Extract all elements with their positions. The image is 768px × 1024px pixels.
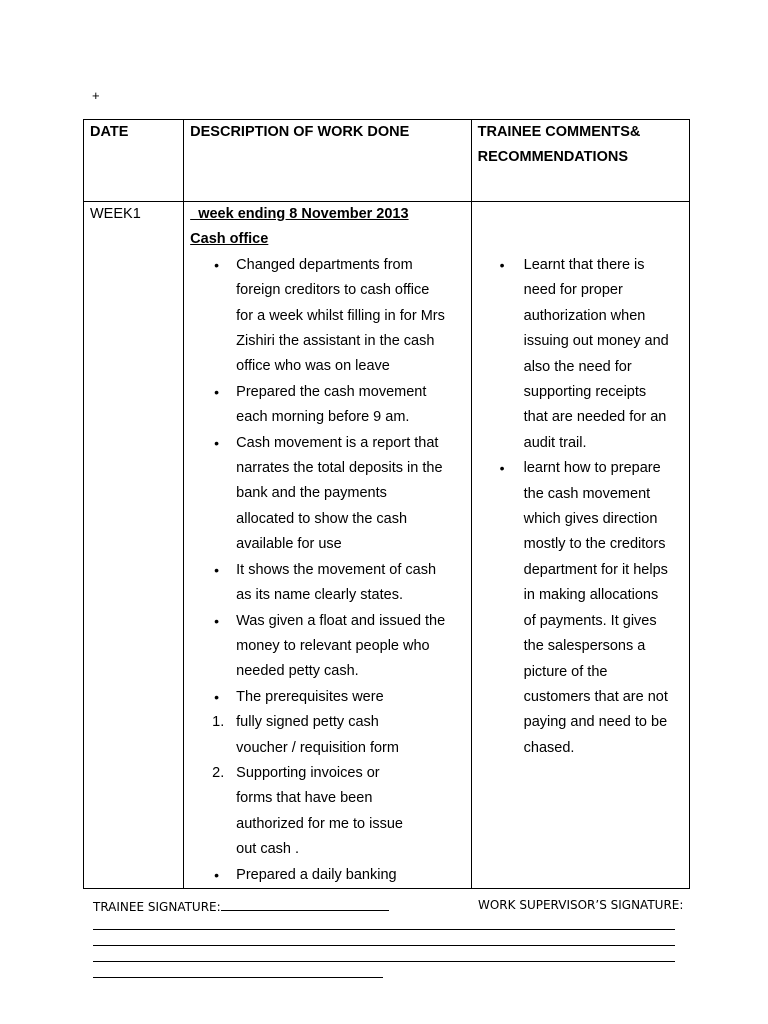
text-line: • Cash movement is a report that <box>236 434 439 451</box>
description-cell <box>184 202 471 889</box>
text-line: in making allocations <box>523 587 659 604</box>
text-line: department for it helps <box>523 561 668 578</box>
text-line: • Learnt that there is <box>523 257 645 273</box>
text-line: of payments. It gives <box>523 612 657 629</box>
section-heading: Cash office <box>190 231 269 248</box>
text-line: need for proper <box>523 282 623 299</box>
text-line: available for use <box>236 536 342 553</box>
text-line: • learnt how to prepare <box>523 460 661 477</box>
header-description: DESCRIPTION OF WORK DONE <box>184 120 471 202</box>
supervisor-signature-line-1[interactable] <box>93 929 675 930</box>
text-line: out cash . <box>236 841 300 858</box>
text-line: forms that have been <box>236 790 373 807</box>
header-comments-line2: RECOMMENDATIONS <box>477 149 628 166</box>
text-line: the cash movement <box>523 485 651 502</box>
text-line: also the need for <box>523 358 632 375</box>
text-line: narrates the total deposits in the <box>236 460 443 477</box>
text-line: • It shows the movement of cash <box>236 561 437 578</box>
text-line: bank and the payments <box>236 485 387 502</box>
text-line: • Was given a float and issued the <box>236 612 446 629</box>
list-item <box>236 558 464 609</box>
text-line: • Changed departments from <box>236 256 413 273</box>
description-list-tail <box>190 863 464 888</box>
text-line: issuing out money and <box>523 333 669 350</box>
work-log-table <box>83 119 690 889</box>
week-ending-heading: week ending 8 November 2013 <box>190 206 409 222</box>
supervisor-signature-line-3[interactable] <box>93 961 675 962</box>
list-item <box>236 609 464 685</box>
text-line: customers that are not <box>523 688 668 705</box>
text-line: authorized for me to issue <box>236 815 403 832</box>
numbered-item <box>212 761 464 863</box>
text-line: Zishiri the assistant in the cash <box>236 333 435 350</box>
text-line: each morning before 9 am. <box>236 409 410 426</box>
text-line: fully signed petty cash <box>236 714 379 731</box>
list-item: • Prepared a daily banking <box>236 863 464 888</box>
text-line: • Prepared the cash movement <box>236 383 427 400</box>
text-line: chased. <box>523 739 575 756</box>
text-line: as its name clearly states. <box>236 587 403 604</box>
numbered-item <box>212 710 464 761</box>
comments-list <box>478 253 683 761</box>
trainee-signature-line[interactable] <box>221 898 389 911</box>
supervisor-signature-line-4[interactable] <box>93 977 383 978</box>
text-line: authorization when <box>523 307 646 324</box>
text-line: foreign creditors to cash office <box>236 282 430 299</box>
text-line: Supporting invoices or <box>236 764 380 781</box>
text-line: that are needed for an <box>523 409 667 426</box>
text-line: office who was on leave <box>236 358 390 375</box>
plus-marker: + <box>92 88 100 103</box>
text-line: which gives direction <box>523 511 658 528</box>
comments-cell <box>471 202 689 889</box>
text-line: mostly to the creditors <box>523 536 666 553</box>
item-number: 1. <box>212 714 225 731</box>
item-number: 2. <box>212 764 225 781</box>
header-comments-line1: TRAINEE COMMENTS& <box>477 124 641 140</box>
week-cell: WEEK1 <box>84 202 184 889</box>
table-header-row <box>84 120 690 202</box>
trainee-signature-label: TRAINEE SIGNATURE: <box>93 900 221 914</box>
text-line: the salespersons a <box>523 638 646 655</box>
trainee-signature <box>93 898 389 914</box>
text-line: picture of the <box>523 663 608 680</box>
comment-item <box>524 456 683 761</box>
text-line: for a week whilst filling in for Mrs <box>236 307 445 324</box>
text-line: paying and need to be <box>523 714 668 731</box>
table-row <box>84 202 690 889</box>
text-line: voucher / requisition form <box>236 739 399 756</box>
description-list <box>190 253 464 710</box>
list-item <box>236 253 464 380</box>
list-item <box>236 380 464 431</box>
supervisor-signature-label: WORK SUPERVISOR’S SIGNATURE: <box>478 898 684 912</box>
text-line: money to relevant people who <box>236 637 430 654</box>
text-line: • The prerequisites were <box>236 688 384 705</box>
list-item <box>236 685 464 710</box>
text-line: supporting receipts <box>523 384 647 401</box>
text-line: audit trail. <box>523 434 587 451</box>
text-line: allocated to show the cash <box>236 510 408 527</box>
supervisor-signature-line-2[interactable] <box>93 945 675 946</box>
comment-item <box>524 253 683 456</box>
prerequisites-list <box>190 710 464 862</box>
header-date: DATE <box>84 120 184 202</box>
text-line: needed petty cash. <box>236 663 359 680</box>
header-comments <box>471 120 689 202</box>
list-item <box>236 431 464 558</box>
